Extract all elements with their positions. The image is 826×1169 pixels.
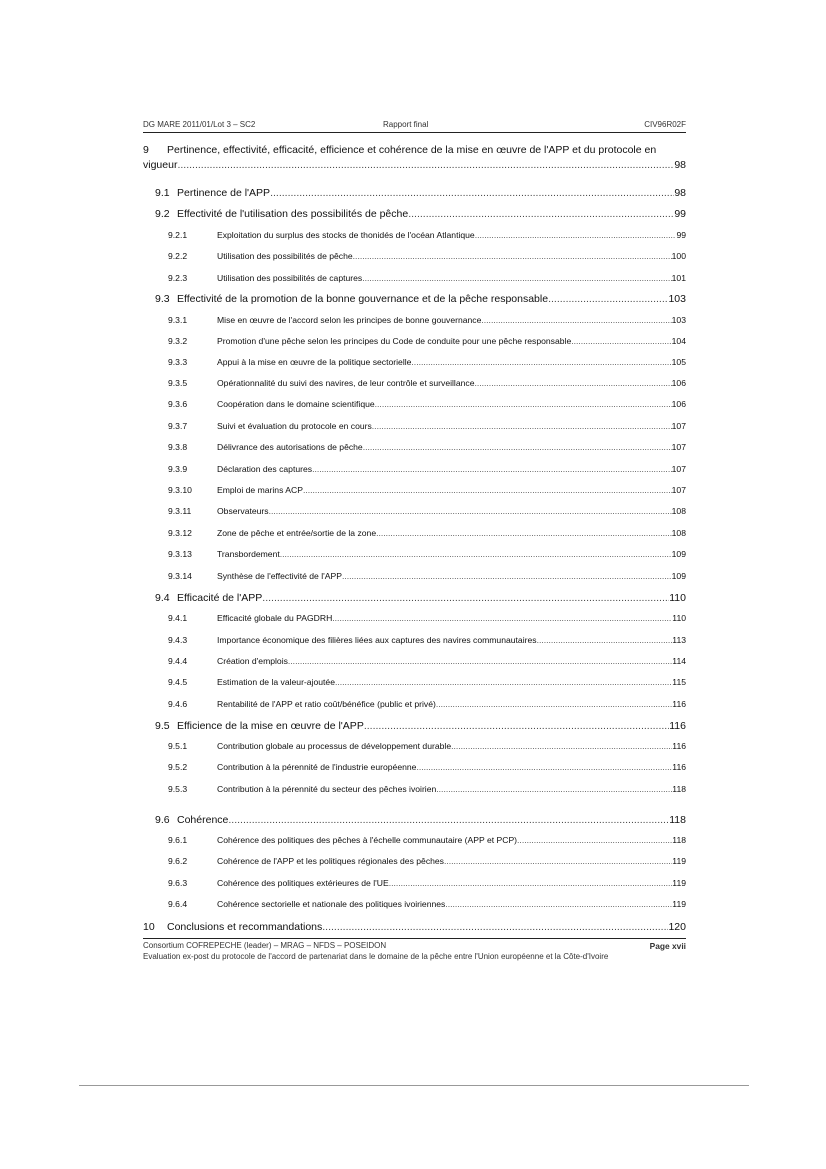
toc-entry-9-5-3[interactable] (143, 782, 686, 794)
toc-entry-9-6-1[interactable] (143, 833, 686, 845)
toc-entry-9-3-1[interactable] (143, 313, 686, 325)
toc-entry-9-3-9[interactable] (143, 462, 686, 474)
leader-dots (262, 592, 669, 604)
toc-entry-page: 116 (672, 741, 686, 751)
toc-entry-title: Suivi et évaluation du protocole en cours (217, 421, 372, 431)
toc-entry-page: 113 (672, 635, 686, 645)
toc-entry-number: 9.3.12 (168, 528, 192, 538)
footer-left: Consortium COFREPECHE (leader) – MRAG – NFDS – POSEIDON (143, 941, 387, 950)
toc-entry-page: 110 (672, 613, 686, 623)
toc-entry-number: 9.5 (155, 720, 170, 732)
leader-dots (372, 421, 672, 431)
toc-entry-number: 9.3.1 (168, 315, 188, 325)
leader-dots (517, 835, 672, 845)
toc-entry-number: 9.4 (155, 592, 170, 604)
toc-entry-9-3-13[interactable] (143, 547, 686, 559)
toc-entry-number: 9.6.2 (168, 856, 188, 866)
toc-entry-page: 106 (671, 378, 686, 388)
toc-entry-number: 9.4.3 (168, 635, 188, 645)
toc-entry-number: 9.5.1 (168, 741, 188, 751)
toc-entry-number: 9.3.3 (168, 357, 188, 367)
toc-entry-number: 9.1 (155, 187, 170, 199)
toc-entry-title: Utilisation des possibilités de captures (217, 273, 363, 283)
toc-entry-number: 9.6.4 (168, 899, 188, 909)
toc-entry-title: Exploitation du surplus des stocks de thonidés de l'océan Atlantique (217, 230, 475, 240)
toc-entry-title: Opérationnalité du suivi des navires, de leur contrôle et surveillance (217, 378, 475, 388)
toc-entry-number: 9.5.3 (168, 784, 188, 794)
toc-entry-9-2-1[interactable] (143, 228, 686, 240)
toc-entry-title: Déclaration des captures (217, 464, 313, 474)
toc-entry-9-3-3[interactable] (143, 355, 686, 367)
toc-entry-number: 9.2.1 (168, 230, 188, 240)
toc-entry-9-1[interactable] (143, 185, 686, 199)
toc-entry-title-cont: vigueur (143, 159, 178, 171)
toc-entry-title: Rentabilité de l'APP et ratio coût/bénéfice (public et privé) (217, 699, 436, 709)
toc-entry-title: Zone de pêche et entrée/sortie de la zone (217, 528, 377, 538)
toc-entry-number: 9.6.3 (168, 878, 188, 888)
toc-entry-title: Observateurs (217, 506, 269, 516)
footer-subtitle: Evaluation ex-post du protocole de l'accord de partenariat dans le domaine de la pêche entre l'Union européenne et la Côte-d'Ivoire (143, 952, 609, 961)
toc-entry-number: 9.3.11 (168, 506, 192, 516)
toc-entry-title: Utilisation des possibilités de pêche (217, 251, 353, 261)
toc-entry-page: 116 (672, 762, 686, 772)
leader-dots (376, 528, 672, 538)
toc-entry-page: 118 (669, 814, 686, 826)
toc-entry-title: Conclusions et recommandations (167, 921, 323, 933)
toc-entry-title: Création d'emplois (217, 656, 288, 666)
toc-entry-9-3[interactable] (143, 291, 686, 305)
toc-entry-title: Estimation de la valeur-ajoutée (217, 677, 335, 687)
toc-entry-page: 107 (671, 442, 686, 452)
leader-dots (475, 230, 677, 240)
leader-dots (375, 399, 672, 409)
toc-entry-9-5-1[interactable] (143, 739, 686, 751)
toc-entry-9-3-6[interactable] (143, 397, 686, 409)
leader-dots (416, 762, 672, 772)
leader-dots (177, 158, 674, 173)
page-footer (143, 938, 686, 961)
header-left: DG MARE 2011/01/Lot 3 – SC2 (143, 120, 256, 129)
toc-entry-9-6-3[interactable] (143, 876, 686, 888)
toc-entry-number: 9.2.3 (168, 273, 188, 283)
toc-entry-page: 119 (672, 878, 686, 888)
toc-entry-page: 107 (671, 485, 686, 495)
toc-entry-title: Coopération dans le domaine scientifique (217, 399, 375, 409)
toc-entry-page: 98 (674, 187, 686, 199)
leader-dots (332, 613, 672, 623)
leader-dots (270, 187, 674, 199)
toc-entry-9-4-5[interactable] (143, 675, 686, 687)
leader-dots (411, 357, 671, 367)
toc-entry-10[interactable] (143, 919, 686, 933)
header-center: Rapport final (383, 120, 429, 129)
toc-entry-page: 103 (671, 315, 686, 325)
toc-entry-9-6[interactable] (143, 812, 686, 826)
toc-entry-9-3-12[interactable] (143, 526, 686, 538)
toc-entry-page: 120 (668, 921, 686, 933)
leader-dots (389, 878, 673, 888)
page-bottom-rule (79, 1085, 749, 1086)
toc-entry-9-3-7[interactable] (143, 419, 686, 431)
toc-entry-title: Délivrance des autorisations de pêche (217, 442, 363, 452)
toc-entry-title: Importance économique des filières liées aux captures des navires communautaires (217, 635, 537, 645)
toc-entry-page: 100 (671, 251, 686, 261)
leader-dots (363, 442, 672, 452)
toc-entry-9-2[interactable] (143, 206, 686, 220)
toc-entry-title: Cohérence (177, 814, 229, 826)
toc-entry-page: 104 (671, 336, 686, 346)
leader-dots (474, 378, 671, 388)
toc-entry-title: Effectivité de l'utilisation des possibilités de pêche (177, 208, 409, 220)
leader-dots (322, 921, 668, 933)
toc-entry-number: 9.3.6 (168, 399, 188, 409)
toc-entry-page: 98 (674, 159, 686, 171)
toc-entry-9-3-8[interactable] (143, 440, 686, 452)
toc-entry-9-6-2[interactable] (143, 854, 686, 866)
toc-entry-number: 9.3.9 (168, 464, 188, 474)
toc-entry-page: 99 (676, 230, 686, 240)
toc-entry-title: Cohérence des politiques extérieures de l'UE (217, 878, 389, 888)
leader-dots (228, 814, 669, 826)
page-header (143, 118, 686, 133)
toc-entry-number: 9.4.6 (168, 699, 188, 709)
toc-entry-number: 9.6 (155, 814, 170, 826)
toc-entry-number: 9.5.2 (168, 762, 188, 772)
toc-entry-number: 9.4.4 (168, 656, 188, 666)
toc-entry-number: 9.6.1 (168, 835, 188, 845)
leader-dots (444, 856, 672, 866)
leader-dots (269, 506, 672, 516)
toc-entry-title: Pertinence, effectivité, efficacité, efficience et cohérence de la mise en œuvre de l'APP et du protocole en (167, 144, 657, 156)
toc-entry-number: 9 (143, 144, 149, 156)
toc-entry-page: 109 (671, 549, 686, 559)
toc-entry-page: 114 (672, 656, 686, 666)
toc-entry-9-3-2[interactable] (143, 334, 686, 346)
toc-entry-page: 118 (672, 835, 686, 845)
toc-entry-number: 9.2.2 (168, 251, 188, 261)
toc-entry-number: 9.2 (155, 208, 170, 220)
toc-entry-9-5-2[interactable] (143, 760, 686, 772)
toc-entry-page: 109 (671, 571, 686, 581)
toc-entry-page: 108 (671, 506, 686, 516)
leader-dots (335, 677, 672, 687)
toc-entry-title: Appui à la mise en œuvre de la politique sectorielle (217, 357, 412, 367)
toc-entry-9-2-2[interactable] (143, 249, 686, 261)
toc-entry-number: 9.3.13 (168, 549, 192, 559)
toc-entry-9-5[interactable] (143, 718, 686, 732)
leader-dots (280, 549, 672, 559)
leader-dots (342, 571, 672, 581)
toc-entry-number: 9.3.5 (168, 378, 188, 388)
toc-entry-9-3-14[interactable] (143, 569, 686, 581)
toc-entry-title: Efficacité de l'APP (177, 592, 263, 604)
leader-dots (408, 208, 674, 220)
leader-dots (362, 273, 671, 283)
page-number: Page xvii (649, 941, 686, 951)
toc-entry-number: 9.3.2 (168, 336, 188, 346)
leader-dots (445, 899, 672, 909)
toc-entry-page: 103 (668, 293, 686, 305)
toc-entry-number: 9.3 (155, 293, 170, 305)
toc-entry-page: 118 (672, 784, 686, 794)
toc-entry-page: 107 (671, 421, 686, 431)
toc-entry-9-4[interactable] (143, 590, 686, 604)
toc-entry-title: Cohérence des politiques des pêches à l'échelle communautaire (APP et PCP) (217, 835, 518, 845)
toc-entry-title: Promotion d'une pêche selon les principes du Code de conduite pour une pêche responsable (217, 336, 572, 346)
toc-entry-number: 9.3.14 (168, 571, 192, 581)
toc-entry-9-3-10[interactable] (143, 483, 686, 495)
toc-entry-page: 110 (669, 592, 686, 604)
leader-dots (288, 656, 672, 666)
toc-entry-page: 105 (671, 357, 686, 367)
toc-entry-page: 101 (671, 273, 686, 283)
header-right: CIV96R02F (644, 120, 686, 129)
toc-entry-number: 9.4.5 (168, 677, 188, 687)
toc-entry-title: Efficience de la mise en œuvre de l'APP (177, 720, 364, 732)
toc-entry-9-4-3[interactable] (143, 633, 686, 645)
toc-entry-number: 9.3.8 (168, 442, 188, 452)
toc-entry-page: 116 (672, 699, 686, 709)
leader-dots (451, 741, 672, 751)
toc-entry-number: 9.4.1 (168, 613, 188, 623)
toc-entry-9-4-1[interactable] (143, 611, 686, 623)
toc-entry-9[interactable] (143, 143, 686, 173)
leader-dots (548, 293, 668, 305)
toc-entry-title: Contribution à la pérennité du secteur des pêches ivoirien (217, 784, 437, 794)
toc-entry-title: Synthèse de l'effectivité de l'APP (217, 571, 342, 581)
toc-entry-title: Transbordement (217, 549, 280, 559)
toc-entry-9-3-11[interactable] (143, 504, 686, 516)
toc-entry-page: 108 (671, 528, 686, 538)
toc-entry-page: 116 (669, 720, 686, 732)
toc-entry-9-2-3[interactable] (143, 271, 686, 283)
toc-entry-9-4-4[interactable] (143, 654, 686, 666)
leader-dots (436, 699, 672, 709)
toc-entry-title: Cohérence de l'APP et les politiques régionales des pêches (217, 856, 444, 866)
toc-entry-9-6-4[interactable] (143, 897, 686, 909)
toc-entry-page: 107 (671, 464, 686, 474)
toc-entry-number: 9.3.10 (168, 485, 192, 495)
toc-entry-9-3-5[interactable] (143, 376, 686, 388)
toc-entry-page: 106 (671, 399, 686, 409)
leader-dots (364, 720, 669, 732)
toc-entry-title: Contribution à la pérennité de l'industrie européenne (217, 762, 417, 772)
toc-entry-title: Cohérence sectorielle et nationale des politiques ivoiriennes (217, 899, 446, 909)
toc-entry-number: 9.3.7 (168, 421, 188, 431)
leader-dots (481, 315, 671, 325)
toc-entry-page: 119 (672, 856, 686, 866)
leader-dots (436, 784, 672, 794)
toc-entry-title: Mise en œuvre de l'accord selon les principes de bonne gouvernance (217, 315, 482, 325)
toc-entry-page: 119 (672, 899, 686, 909)
toc-entry-title: Emploi de marins ACP (217, 485, 303, 495)
toc-entry-9-4-6[interactable] (143, 697, 686, 709)
toc-entry-title: Effectivité de la promotion de la bonne gouvernance et de la pêche responsable (177, 293, 549, 305)
leader-dots (353, 251, 672, 261)
leader-dots (571, 336, 671, 346)
toc-entry-number: 10 (143, 921, 155, 933)
leader-dots (303, 485, 672, 495)
toc-entry-page: 115 (672, 677, 686, 687)
toc-entry-title: Contribution globale au processus de développement durable (217, 741, 452, 751)
toc-entry-title: Efficacité globale du PAGDRH (217, 613, 333, 623)
leader-dots (312, 464, 672, 474)
toc-entry-title: Pertinence de l'APP (177, 187, 271, 199)
leader-dots (537, 635, 673, 645)
toc-entry-page: 99 (674, 208, 686, 220)
